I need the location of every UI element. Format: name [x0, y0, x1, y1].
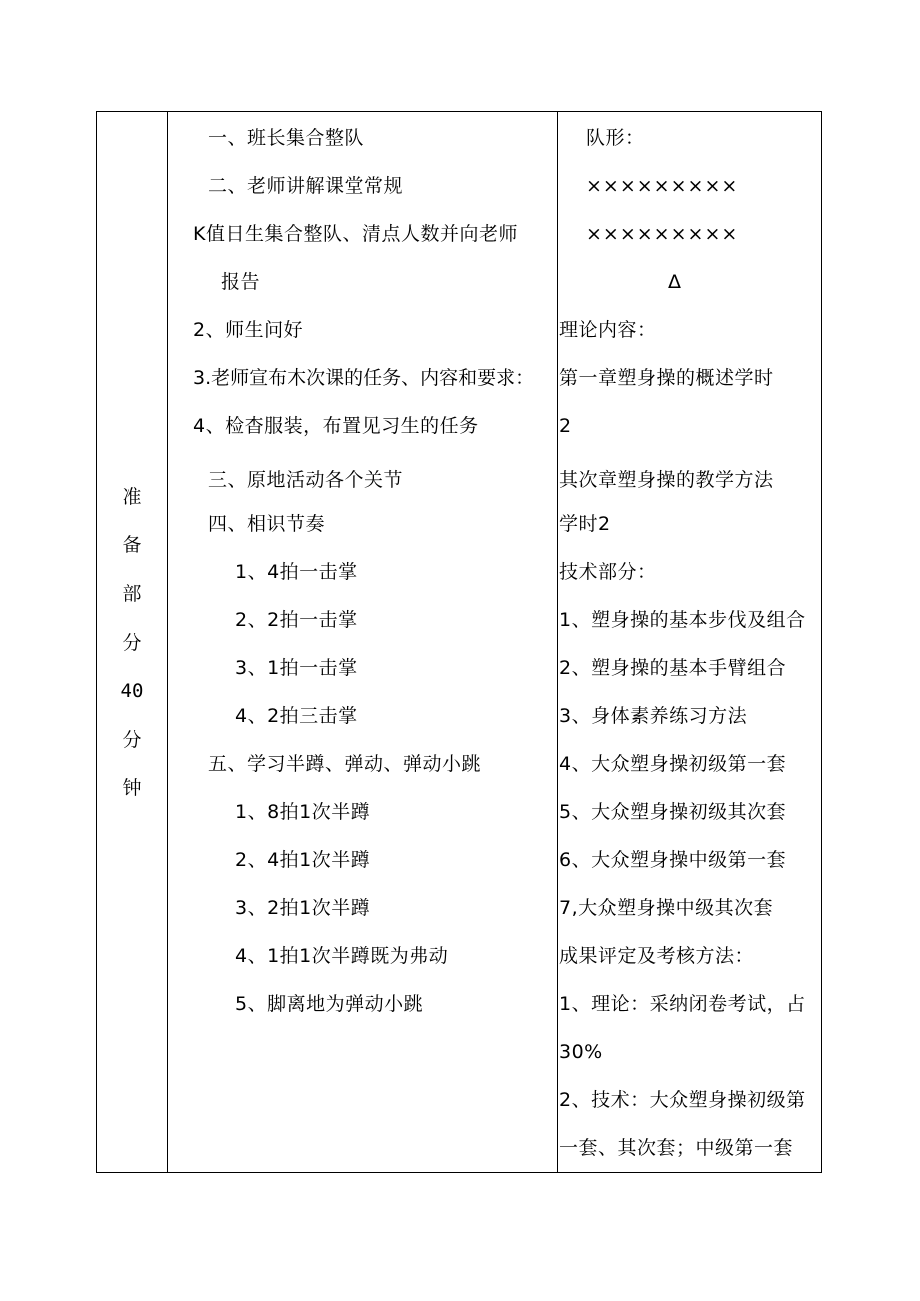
procedure-line: 2、2拍一击掌: [235, 609, 358, 631]
content-line: 理论内容：: [559, 319, 657, 341]
content-line: 2、塑身操的基本手臂组合: [559, 657, 787, 679]
formation-row: ×××××××××: [586, 175, 739, 197]
section-label-char: 部: [122, 583, 142, 605]
column-divider-right: [557, 112, 558, 1172]
teacher-position-marker: Δ: [668, 271, 682, 293]
procedure-line: 一、班长集合整队: [208, 127, 365, 149]
content-line: 3、身体素养练习方法: [559, 705, 748, 727]
procedure-line: 4、1拍1次半蹲既为弗动: [235, 945, 449, 967]
column-divider-left: [167, 112, 168, 1172]
content-line: 1、塑身操的基本步伐及组合: [559, 609, 806, 631]
content-line: 学时2: [559, 513, 611, 535]
content-line: 6、大众塑身操中级第一套: [559, 849, 787, 871]
procedure-line: 4、检杳服装，布置见习生的任务: [193, 415, 479, 437]
procedure-line: 三、原地活动各个关节: [208, 469, 404, 491]
content-line: 4、大众塑身操初级第一套: [559, 753, 787, 775]
section-label-char: 备: [122, 534, 142, 556]
content-line: 2: [559, 415, 572, 437]
procedure-line: 报告: [221, 271, 261, 293]
content-line: 技术部分：: [559, 561, 657, 583]
lesson-plan-table: [96, 111, 822, 1173]
procedure-line: 3、1拍一击掌: [235, 657, 358, 679]
content-line: 一套、其次套；中级第一套: [559, 1137, 794, 1159]
formation-row: ×××××××××: [586, 223, 739, 245]
procedure-line: K值日生集合整队、清点人数并向老师: [193, 223, 518, 245]
procedure-line: 4、2拍三击掌: [235, 705, 358, 727]
content-line: 2、技术：大众塑身操初级第: [559, 1089, 806, 1111]
section-label-char: 钟: [122, 777, 142, 799]
procedure-line: 3、2拍1次半蹲: [235, 897, 371, 919]
procedure-line: 二、老师讲解课堂常规: [208, 175, 404, 197]
procedure-line: 五、学习半蹲、弹动、弹动小跳: [208, 753, 482, 775]
content-line: 1、理论：采纳闭卷考试，占: [559, 993, 806, 1015]
section-label-char: 分: [122, 632, 142, 654]
content-line: 30%: [559, 1041, 603, 1063]
procedure-line: 3.老师宣布木次课的任务、内容和要求：: [193, 367, 535, 389]
content-line: 其次章塑身操的教学方法: [559, 469, 774, 491]
section-label-char: 40: [120, 680, 144, 702]
section-label-char: 分: [122, 729, 142, 751]
procedure-line: 四、相识节奏: [208, 513, 326, 535]
procedure-line: 5、脚离地为弹动小跳: [235, 993, 424, 1015]
procedure-line: 2、师生问好: [193, 319, 304, 341]
procedure-line: 1、4拍一击掌: [235, 561, 358, 583]
procedure-line: 1、8拍1次半蹲: [235, 801, 371, 823]
procedure-line: 2、4拍1次半蹲: [235, 849, 371, 871]
content-line: 5、大众塑身操初级其次套: [559, 801, 787, 823]
section-label-char: 准: [122, 486, 142, 508]
content-line: 队形：: [586, 127, 645, 149]
content-line: 第一章塑身操的概述学时: [559, 367, 774, 389]
content-line: 7,大众塑身操中级其次套: [559, 897, 774, 919]
content-line: 成果评定及考核方法：: [559, 945, 755, 967]
